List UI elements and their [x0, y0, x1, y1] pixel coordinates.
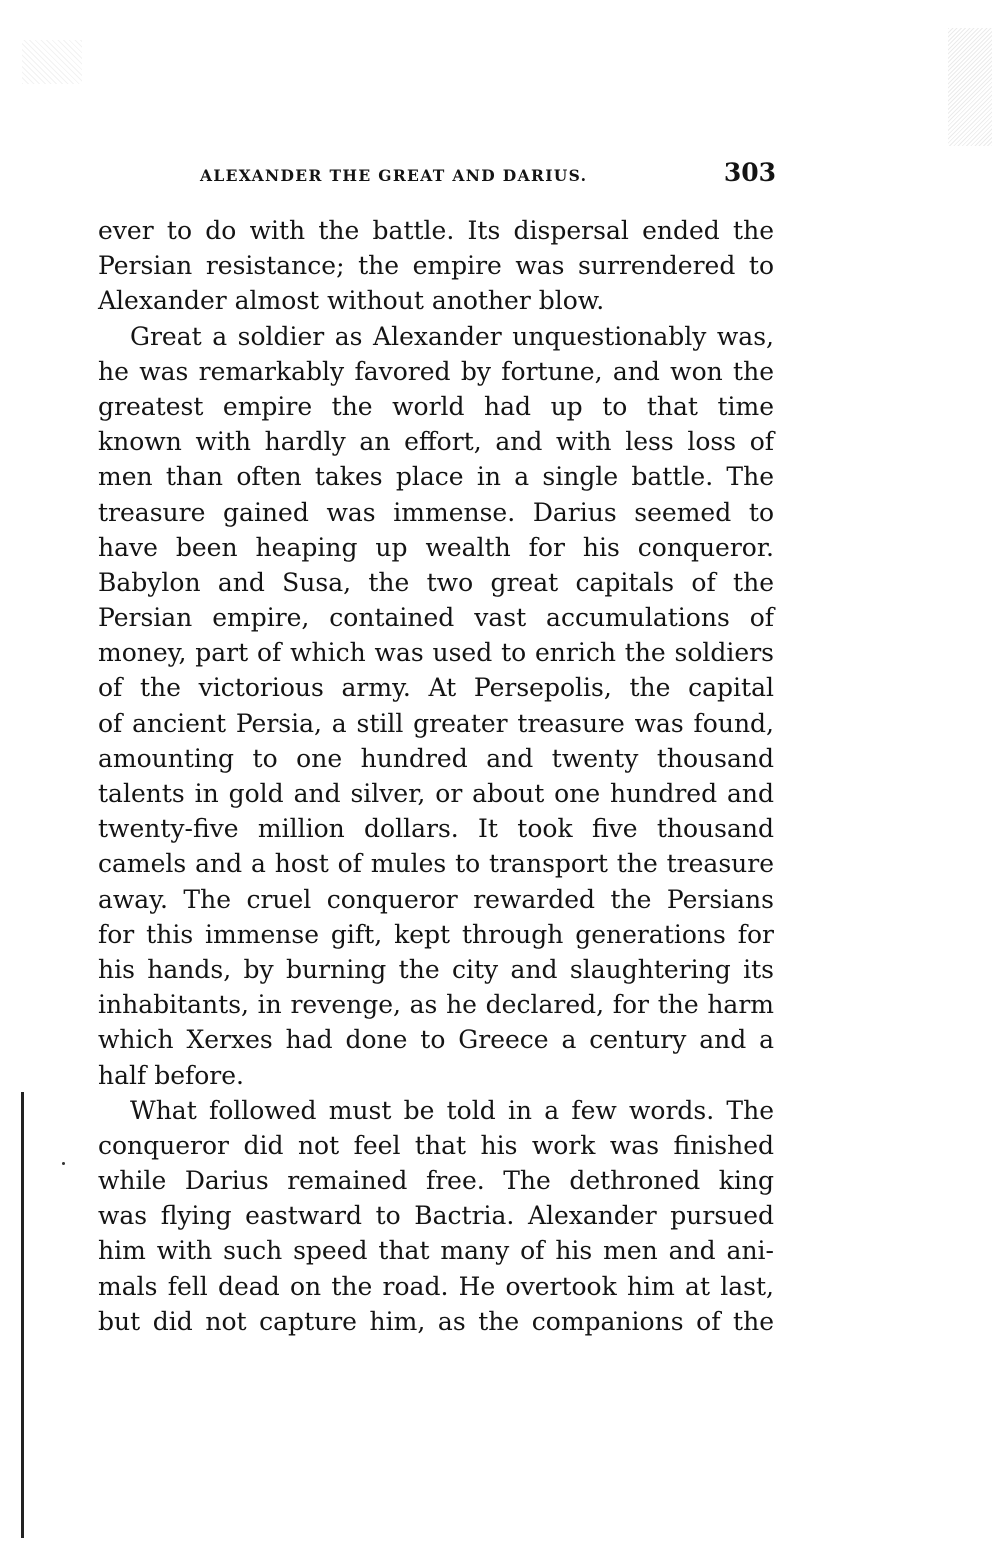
text-line: mals fell dead on the road. He overtook him at last, [98, 1271, 774, 1301]
text-line: Alexander almost without another blow. [98, 286, 605, 316]
text-line: but did not capture him, as the companions of the [98, 1306, 774, 1336]
text-line: of ancient Persia, a still greater treasure was found, [98, 708, 774, 738]
text-line: twenty-five million dollars. It took five thousand [98, 814, 774, 844]
text-line: ever to do with the battle. Its dispersal ended the [98, 216, 774, 245]
text-line: talents in gold and silver, or about one hundred and [98, 779, 774, 808]
text-line: conqueror did not feel that his work was finished [98, 1130, 774, 1160]
text-line: his hands, by burning the city and slaughtering its [98, 954, 774, 984]
page-number: 303 [723, 158, 776, 187]
body-text [98, 213, 774, 1339]
text-line: amounting to one hundred and twenty thousand [98, 743, 774, 773]
text-line: was flying eastward to Bactria. Alexander pursued [98, 1201, 774, 1231]
text-line: Persian resistance; the empire was surrendered to [98, 251, 774, 281]
text-line: away. The cruel conqueror rewarded the Persians [98, 884, 774, 914]
paragraph-start-line: Great a soldier as Alexander unquestionably was, [130, 321, 774, 351]
text-line: greatest empire the world had up to that time [98, 391, 774, 421]
scan-speck [62, 1162, 65, 1165]
text-line: money, part of which was used to enrich the soldiers [98, 638, 774, 668]
text-line: half before. [98, 1060, 244, 1090]
paragraph-start-line: What followed must be told in a few words. The [130, 1095, 774, 1125]
text-line: treasure gained was immense. Darius seemed to [98, 497, 774, 527]
text-line: while Darius remained free. The dethroned king [98, 1166, 774, 1196]
scan-edge-line [21, 1092, 24, 1538]
text-line: Babylon and Susa, the two great capitals of the [98, 567, 774, 597]
text-line: have been heaping up wealth for his conqueror. [98, 532, 774, 562]
text-line: men than often takes place in a single battle. The [98, 462, 774, 492]
text-line: inhabitants, in revenge, as he declared, for the harm [98, 990, 774, 1020]
page-header [98, 158, 776, 190]
running-title: ALEXANDER THE GREAT AND DARIUS. [200, 166, 588, 185]
scan-artifact [22, 40, 82, 84]
text-line: which Xerxes had done to Greece a century and a [98, 1025, 774, 1055]
text-line: known with hardly an effort, and with less loss of [98, 427, 774, 457]
text-line: camels and a host of mules to transport the treasure [98, 849, 774, 879]
text-line: him with such speed that many of his men and ani- [98, 1236, 774, 1266]
text-line: of the victorious army. At Persepolis, the capital [98, 673, 774, 703]
text-line: he was remarkably favored by fortune, and won the [98, 356, 774, 386]
text-line: for this immense gift, kept through generations for [98, 919, 774, 949]
text-line: Persian empire, contained vast accumulations of [98, 603, 774, 633]
scan-artifact [948, 28, 992, 146]
